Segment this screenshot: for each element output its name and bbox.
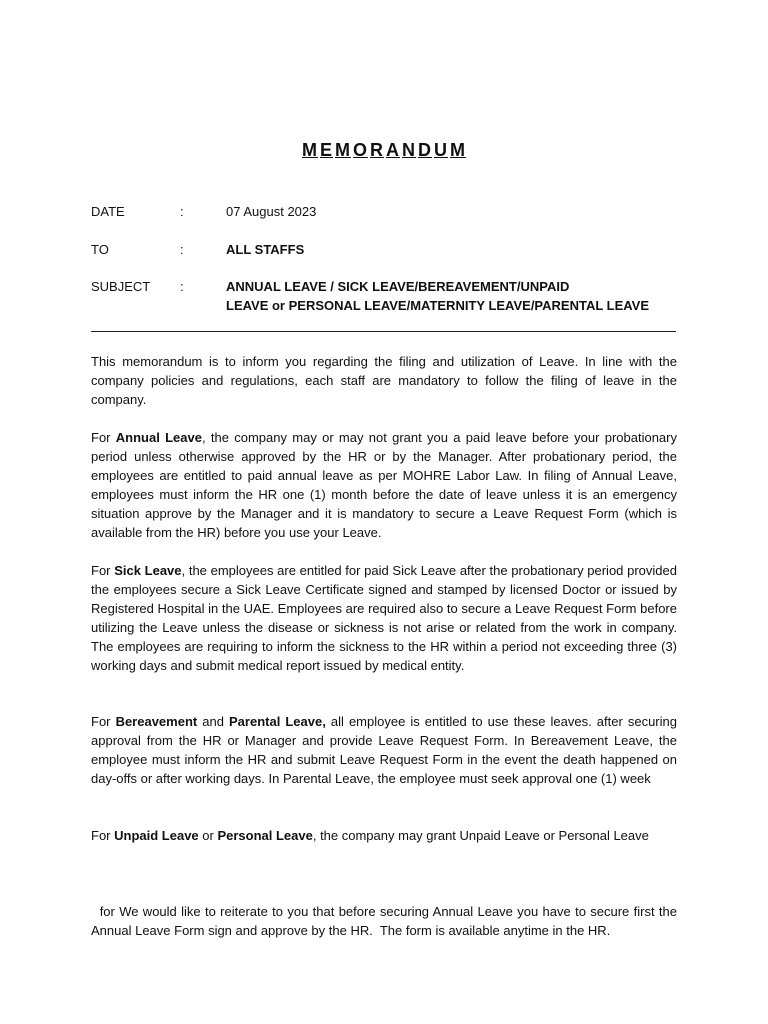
title-letter: A <box>386 140 401 160</box>
unpaid-leave-paragraph <box>91 826 677 845</box>
title-letter: O <box>353 140 369 160</box>
title-letter: R <box>370 140 385 160</box>
annual-pre: For <box>91 430 116 445</box>
annual-body: , the company may or may not grant you a paid leave before your probationary period unless otherwise approved by the HR or by the Manager. After probationary period, the employees are entitled to paid annual leave as per MOHRE Labor Law. In filing of Annual Leave, employees must inform the HR one (1) month before the date of leave unless it is an emergency situation approve by the Manager and it is mandatory to secure a Leave Request Form (which is available from the HR) before you use your Leave. <box>91 430 677 540</box>
subject-colon: : <box>180 279 184 294</box>
title-letter: E <box>319 140 333 160</box>
bereavement-mid: and <box>197 714 230 729</box>
bereavement-pre: For <box>91 714 116 729</box>
date-colon: : <box>180 204 184 219</box>
sick-leave-paragraph <box>91 561 677 675</box>
intro-paragraph: This memorandum is to inform you regarding the filing and utilization of Leave. In line with the company policies and regulations, each staff are mandatory to follow the filing of leave in the company. <box>91 354 677 407</box>
unpaid-pre: For <box>91 828 115 843</box>
sick-leave-term: Sick Leave <box>114 563 182 578</box>
sick-pre: For <box>91 563 115 578</box>
subject-line-1: ANNUAL LEAVE / SICK LEAVE/BEREAVEMENT/UNPAID <box>226 279 570 294</box>
subject-line-2: LEAVE or PERSONAL LEAVE/MATERNITY LEAVE/PARENTAL LEAVE <box>226 298 650 313</box>
unpaid-body: , the company may grant Unpaid Leave or Personal Leave <box>312 828 649 843</box>
header-divider <box>91 331 676 332</box>
bereavement-paragraph <box>91 712 677 788</box>
annual-leave-paragraph <box>91 428 677 542</box>
date-value: 07 August 2023 <box>226 204 317 219</box>
to-value: ALL STAFFS <box>226 242 305 257</box>
annual-leave-term: Annual Leave <box>115 430 202 445</box>
to-colon: : <box>180 242 184 257</box>
personal-leave-term: Personal Leave <box>217 828 313 843</box>
title-letter: D <box>418 140 433 160</box>
subject-label: SUBJECT <box>91 279 151 294</box>
title-letter: M <box>450 140 467 160</box>
closing-paragraph: for We would like to reiterate to you that before securing Annual Leave you have to secure first the Annual Leave Form sign and approve by the HR. The form is available anytime in the HR. <box>91 904 680 938</box>
unpaid-mid: or <box>198 828 218 843</box>
memo-title <box>0 140 768 161</box>
date-label: DATE <box>91 204 125 219</box>
unpaid-leave-term: Unpaid Leave <box>114 828 199 843</box>
title-letter: U <box>434 140 449 160</box>
sick-body: , the employees are entitled for paid Sick Leave after the probationary period provided the employees secure a Sick Leave Certificate signed and stamped by licensed Doctor or issued by Registered Hospital in the UAE. Employees are required also to secure a Leave Request Form before utilizing the Leave unless the disease or sickness is not arise or related from the work in company. The employees are requiring to inform the sickness to the HR within a period not exceeding three (3) working days and submit medical report issued by medical entity. <box>91 563 677 673</box>
title-letter: N <box>402 140 417 160</box>
title-letter: M <box>335 140 351 160</box>
bereavement-body: all employee is entitled to use these leaves. after securing approval from the HR or Manager and provide Leave Request Form. In Bereavement Leave, the employee must inform the HR and submit Leave Request Form in the event the death happened on day-offs or after working days. In Parental Leave, the employee must seek approval one (1) week <box>91 714 677 786</box>
title-letter: M <box>301 140 318 160</box>
to-label: TO <box>91 242 109 257</box>
bereavement-term: Bereavement <box>115 714 198 729</box>
parental-leave-term: Parental Leave, <box>229 714 326 729</box>
